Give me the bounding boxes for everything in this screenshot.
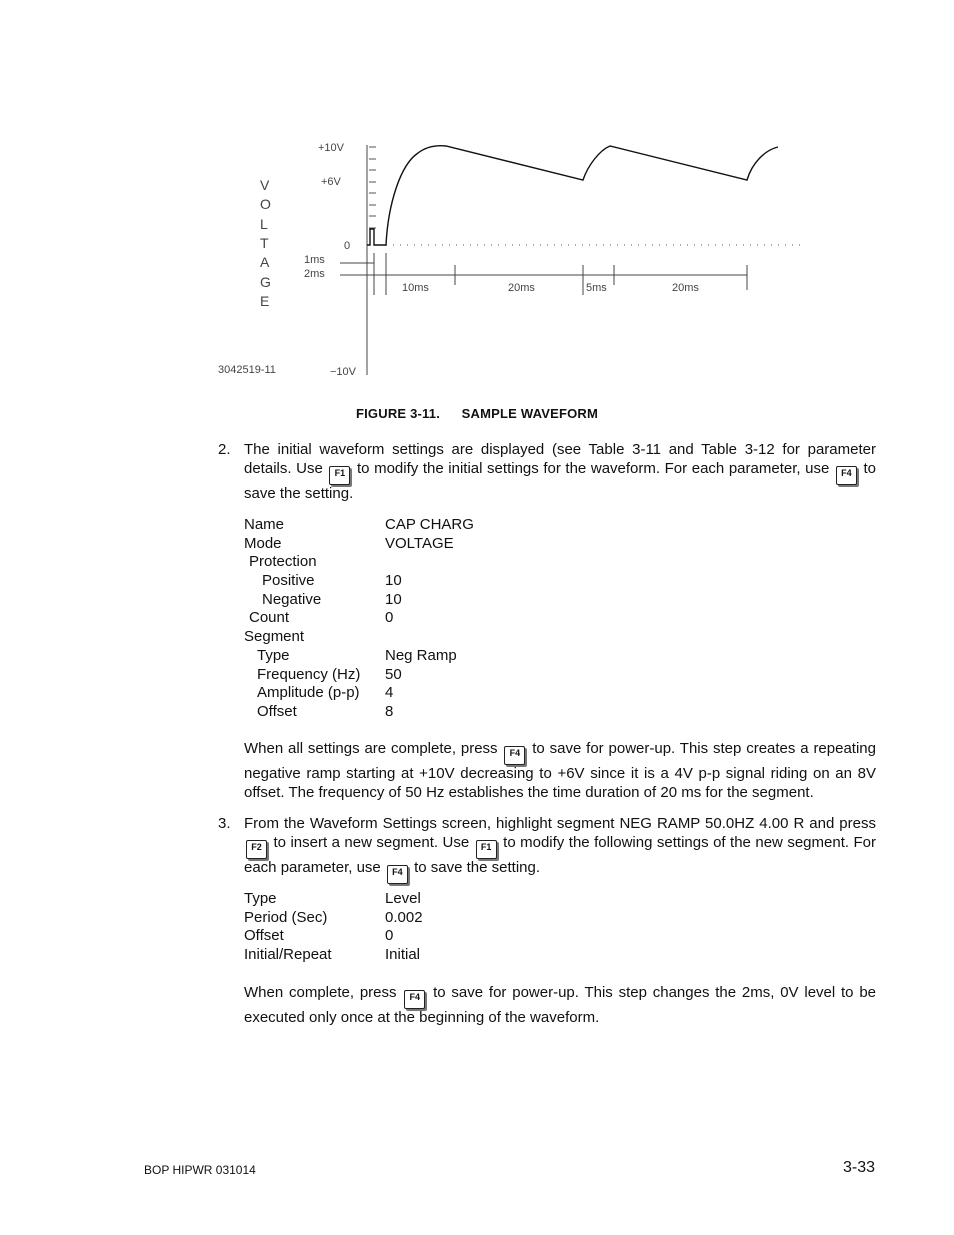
svg-text:1ms: 1ms bbox=[304, 254, 325, 266]
footer-doc-id: BOP HIPWR 031014 bbox=[144, 1163, 256, 1177]
step-number: 2. bbox=[218, 441, 231, 458]
y-axis-title bbox=[260, 177, 271, 309]
step-text: The initial waveform settings are displayed (see Table 3-11 and Table 3-12 for parameter details. Use F1 to modify the initial settings for the waveform. For each parameter, use F4 to save the setting. bbox=[244, 441, 877, 502]
paragraph-save-note-2: When complete, press F4 to save for power-up. This step changes the 2ms, 0V level to be executed only once at the beginning of the waveform. bbox=[244, 984, 877, 1026]
svg-text:20ms: 20ms bbox=[508, 282, 535, 294]
setting-row: Protection bbox=[249, 553, 317, 571]
f4-key-icon: F4 bbox=[404, 990, 425, 1009]
f4-key-icon: F4 bbox=[836, 466, 857, 485]
sample-waveform-figure bbox=[210, 135, 810, 385]
svg-text:T: T bbox=[260, 235, 269, 251]
setting-row: Negative 10 bbox=[262, 590, 402, 608]
step-text: From the Waveform Settings screen, highlight segment NEG RAMP 50.0HZ 4.00 R and press F2 to insert a new segment. Use F1 to modify the following settings of the new segment. For each parameter, use F4 to save the setting. bbox=[244, 815, 876, 884]
svg-text:A: A bbox=[260, 254, 270, 270]
f4-key-icon: F4 bbox=[504, 746, 525, 765]
svg-text:20ms: 20ms bbox=[672, 282, 699, 294]
waveform-trace bbox=[367, 146, 778, 245]
svg-text:5ms: 5ms bbox=[586, 282, 607, 294]
axis-tick-marks bbox=[369, 147, 376, 228]
y-tick-minus10v: −10V bbox=[330, 366, 356, 378]
setting-row: Offset 8 bbox=[257, 702, 394, 720]
setting-row: Offset 0 bbox=[244, 927, 394, 945]
step-3 bbox=[218, 815, 876, 884]
y-tick-zero: 0 bbox=[344, 240, 351, 252]
svg-text:G: G bbox=[260, 274, 271, 290]
setting-row: Type Level bbox=[244, 890, 421, 907]
setting-row: Count 0 bbox=[249, 609, 394, 627]
f2-key-icon: F2 bbox=[246, 840, 267, 859]
setting-row: Initial/Repeat Initial bbox=[244, 946, 421, 964]
step-number: 3. bbox=[218, 815, 231, 832]
setting-row: Period (Sec) 0.002 bbox=[244, 908, 423, 926]
setting-row: Positive 10 bbox=[262, 572, 402, 590]
figure-id-label: 3042519-11 bbox=[218, 364, 276, 376]
paragraph-save-note-1: When all settings are complete, press F4 to save for power-up. This step creates a repeating negative ramp starting at +10V decreasing to +6V since it is a 4V p-p signal riding on an 8V offset. The frequency of 50 Hz establishes the time duration of 20 ms for the segment. bbox=[244, 740, 876, 801]
setting-row: Mode VOLTAGE bbox=[244, 534, 454, 552]
figure-caption bbox=[0, 406, 954, 421]
new-segment-settings-list bbox=[244, 890, 423, 965]
setting-row: Type Neg Ramp bbox=[257, 646, 457, 664]
y-tick-plus6v: +6V bbox=[321, 176, 341, 188]
step-2 bbox=[218, 441, 876, 503]
page-number: 3-33 bbox=[843, 1159, 876, 1176]
setting-row: Frequency (Hz) 50 bbox=[257, 665, 402, 683]
initial-settings-list bbox=[244, 516, 474, 722]
svg-text:2ms: 2ms bbox=[304, 268, 325, 280]
svg-text:V: V bbox=[260, 177, 270, 193]
svg-text:E: E bbox=[260, 293, 270, 309]
caption-number: FIGURE 3-11. bbox=[355, 406, 441, 421]
y-tick-plus10v: +10V bbox=[318, 142, 344, 154]
f1-key-icon: F1 bbox=[329, 466, 350, 485]
setting-row: Name CAP CHARG bbox=[244, 516, 474, 533]
f4-key-icon: F4 bbox=[387, 865, 408, 884]
svg-text:L: L bbox=[260, 216, 268, 232]
svg-text:10ms: 10ms bbox=[402, 282, 429, 294]
f1-key-icon: F1 bbox=[476, 840, 497, 859]
setting-row: Segment bbox=[244, 628, 305, 646]
setting-row: Amplitude (p-p) 4 bbox=[257, 684, 394, 702]
caption-title: SAMPLE WAVEFORM bbox=[461, 406, 599, 421]
time-labels bbox=[304, 254, 699, 294]
svg-text:O: O bbox=[260, 196, 271, 212]
